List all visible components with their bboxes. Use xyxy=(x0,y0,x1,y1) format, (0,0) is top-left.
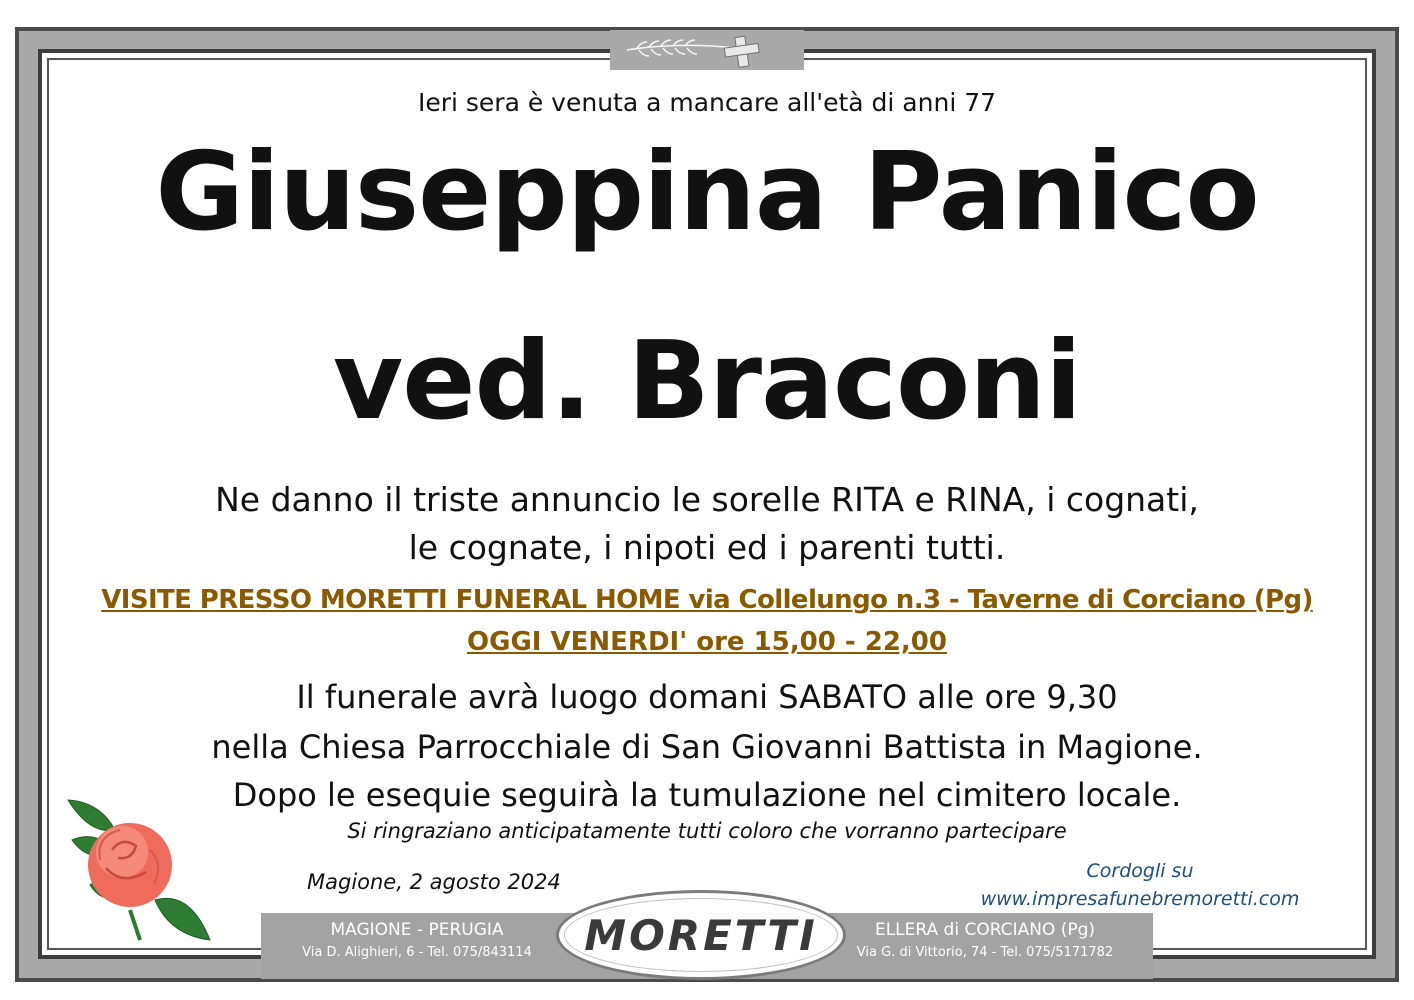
thanks-text: Si ringraziano anticipatamente tutti coloro che vorranno partecipare xyxy=(347,819,1067,843)
footer-right-city: ELLERA di CORCIANO (Pg) xyxy=(874,920,1096,940)
brand-logo-inner xyxy=(564,898,838,972)
cross-with-olive-branch-icon xyxy=(610,30,804,70)
funeral-info: Il funerale avrà luogo domani SABATO alle ore 9,30 xyxy=(296,678,1118,716)
condolences-label: Cordogli su xyxy=(1086,860,1194,882)
condolences-url[interactable]: www.impresafunebremoretti.com xyxy=(980,888,1300,910)
condolences-block xyxy=(950,857,1330,913)
announcement-line: le cognate, i nipoti ed i parenti tutti. xyxy=(408,528,1006,567)
funeral-info: nella Chiesa Parrocchiale di San Giovanni Battista in Magione. xyxy=(211,728,1203,766)
footer-right-office xyxy=(835,918,1135,964)
brand-logo xyxy=(556,890,846,980)
footer-right-address: Via G. di Vittorio, 74 - Tel. 075/5171782 xyxy=(856,945,1114,960)
rose-icon xyxy=(60,790,220,950)
announcement-line: Ne danno il triste annuncio le sorelle RITA e RINA, i cognati, xyxy=(215,480,1199,519)
visits-hours: OGGI VENERDI' ore 15,00 - 22,00 xyxy=(467,627,947,657)
deceased-name-widow-of: ved. Braconi xyxy=(332,319,1082,444)
footer-left-office xyxy=(267,918,567,964)
visits-info: VISITE PRESSO MORETTI FUNERAL HOME via Collelungo n.3 - Taverne di Corciano (Pg) xyxy=(101,585,1313,615)
deceased-name: Giuseppina Panico xyxy=(155,130,1259,255)
intro-text: Ieri sera è venuta a mancare all'età di anni 77 xyxy=(417,88,997,117)
footer-left-city: MAGIONE - PERUGIA xyxy=(330,920,504,940)
place-date: Magione, 2 agosto 2024 xyxy=(307,870,561,894)
funeral-info: Dopo le esequie seguirà la tumulazione nel cimitero locale. xyxy=(232,776,1182,814)
brand-name: MORETTI xyxy=(584,910,818,960)
footer-left-address: Via D. Alighieri, 6 - Tel. 075/843114 xyxy=(302,945,532,960)
